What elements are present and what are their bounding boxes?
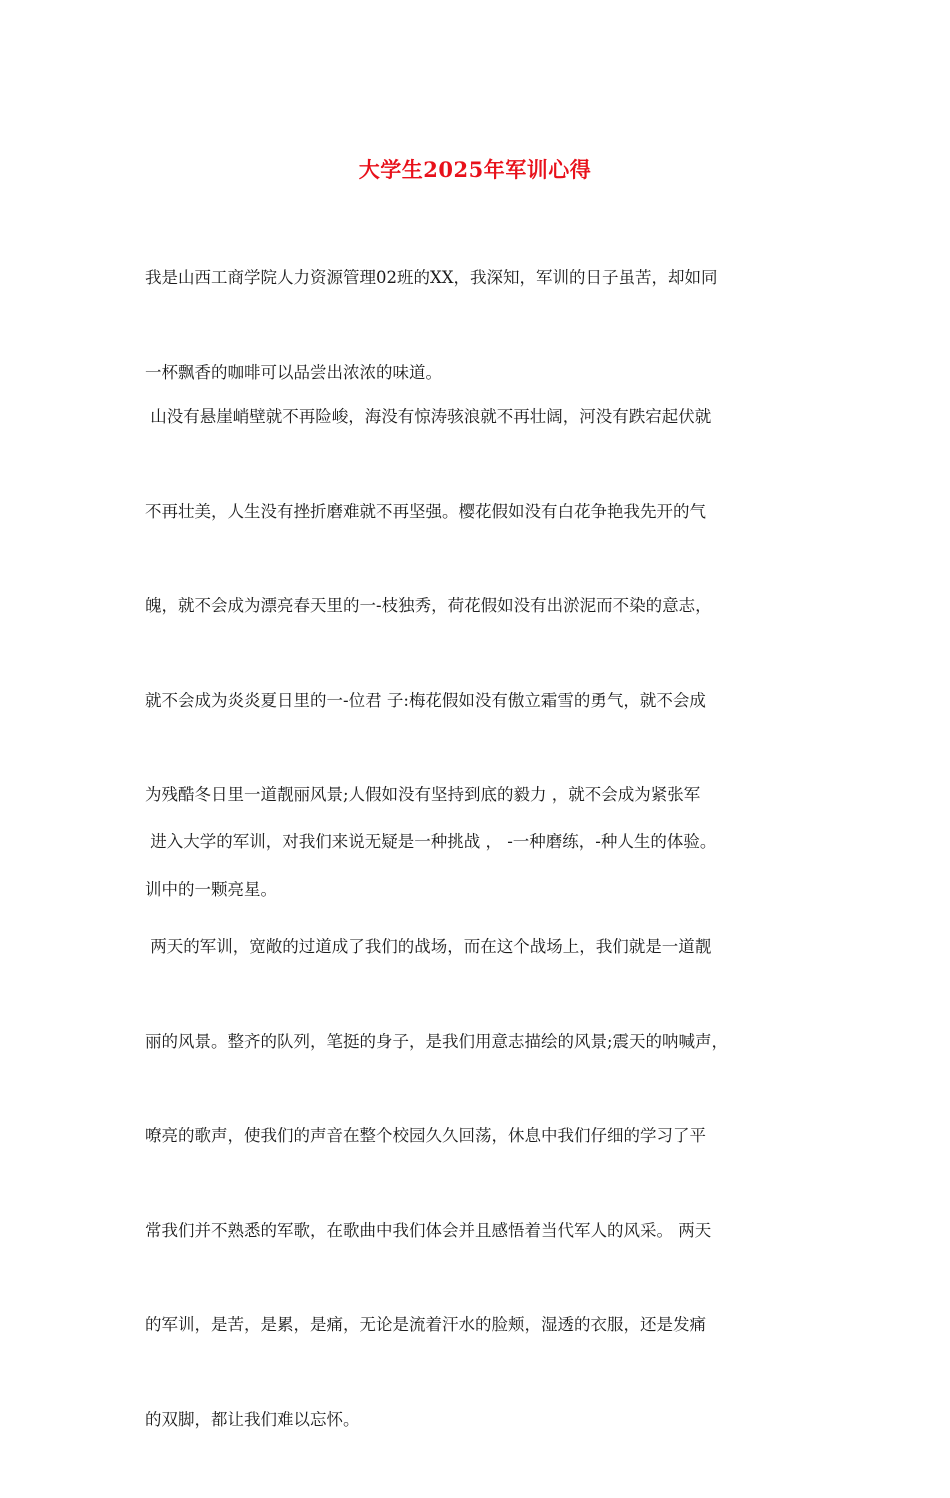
paragraph-line: 常我们并不熟悉的军歌，在歌曲中我们体会并且感悟着当代军人的风采。 两天 (145, 1220, 712, 1240)
paragraph-line: 训中的一颗亮星。 (145, 879, 277, 899)
paragraph-line: 进入大学的军训，对我们来说无疑是一种挑战 ， -一种磨练，-种人生的体验。 (145, 832, 717, 851)
paragraph-two-days (145, 868, 825, 1498)
paragraph-line: 一杯飘香的咖啡可以品尝出浓浓的味道。 (145, 362, 442, 382)
paragraph-line: 嘹亮的歌声，使我们的声音在整个校园久久回荡，休息中我们仔细的学习了平 (145, 1126, 706, 1145)
document-title: 大学生2025年军训心得 (358, 157, 592, 182)
paragraph-line: 山没有悬崖峭壁就不再险峻，海没有惊涛骇浪就不再壮阔，河没有跌宕起伏就 (145, 407, 712, 426)
paragraph-line: 魄，就不会成为漂亮春天里的一-枝独秀，荷花假如没有出淤泥而不染的意志， (145, 596, 712, 615)
paragraph-line: 两天的军训，宽敞的过道成了我们的战场，而在这个战场上，我们就是一道靓 (145, 937, 712, 956)
paragraph-line: 丽的风景。整齐的队列，笔挺的身子，是我们用意志描绘的风景;震天的呐喊声， (145, 1031, 729, 1051)
paragraph-line: 的军训，是苦，是累，是痛，无论是流着汗水的脸颊，湿透的衣服，还是发痛 (145, 1315, 706, 1334)
paragraph-line: 不再壮美，人生没有挫折磨难就不再坚强。樱花假如没有白花争艳我先开的气 (145, 501, 706, 521)
paragraph-line: 我是山西工商学院人力资源管理02班的XX，我深知，军训的日子虽苦，却如同 (145, 268, 718, 287)
paragraph-line: 的双脚，都让我们难以忘怀。 (145, 1409, 360, 1429)
paragraph-line: 为残酷冬日里一道靓丽风景;人假如没有坚持到底的毅力 ，就不会成为紧张军 (145, 785, 701, 804)
paragraph-line: 就不会成为炎炎夏日里的一-位君 子:梅花假如没有傲立霜雪的勇气，就不会成 (145, 690, 706, 710)
